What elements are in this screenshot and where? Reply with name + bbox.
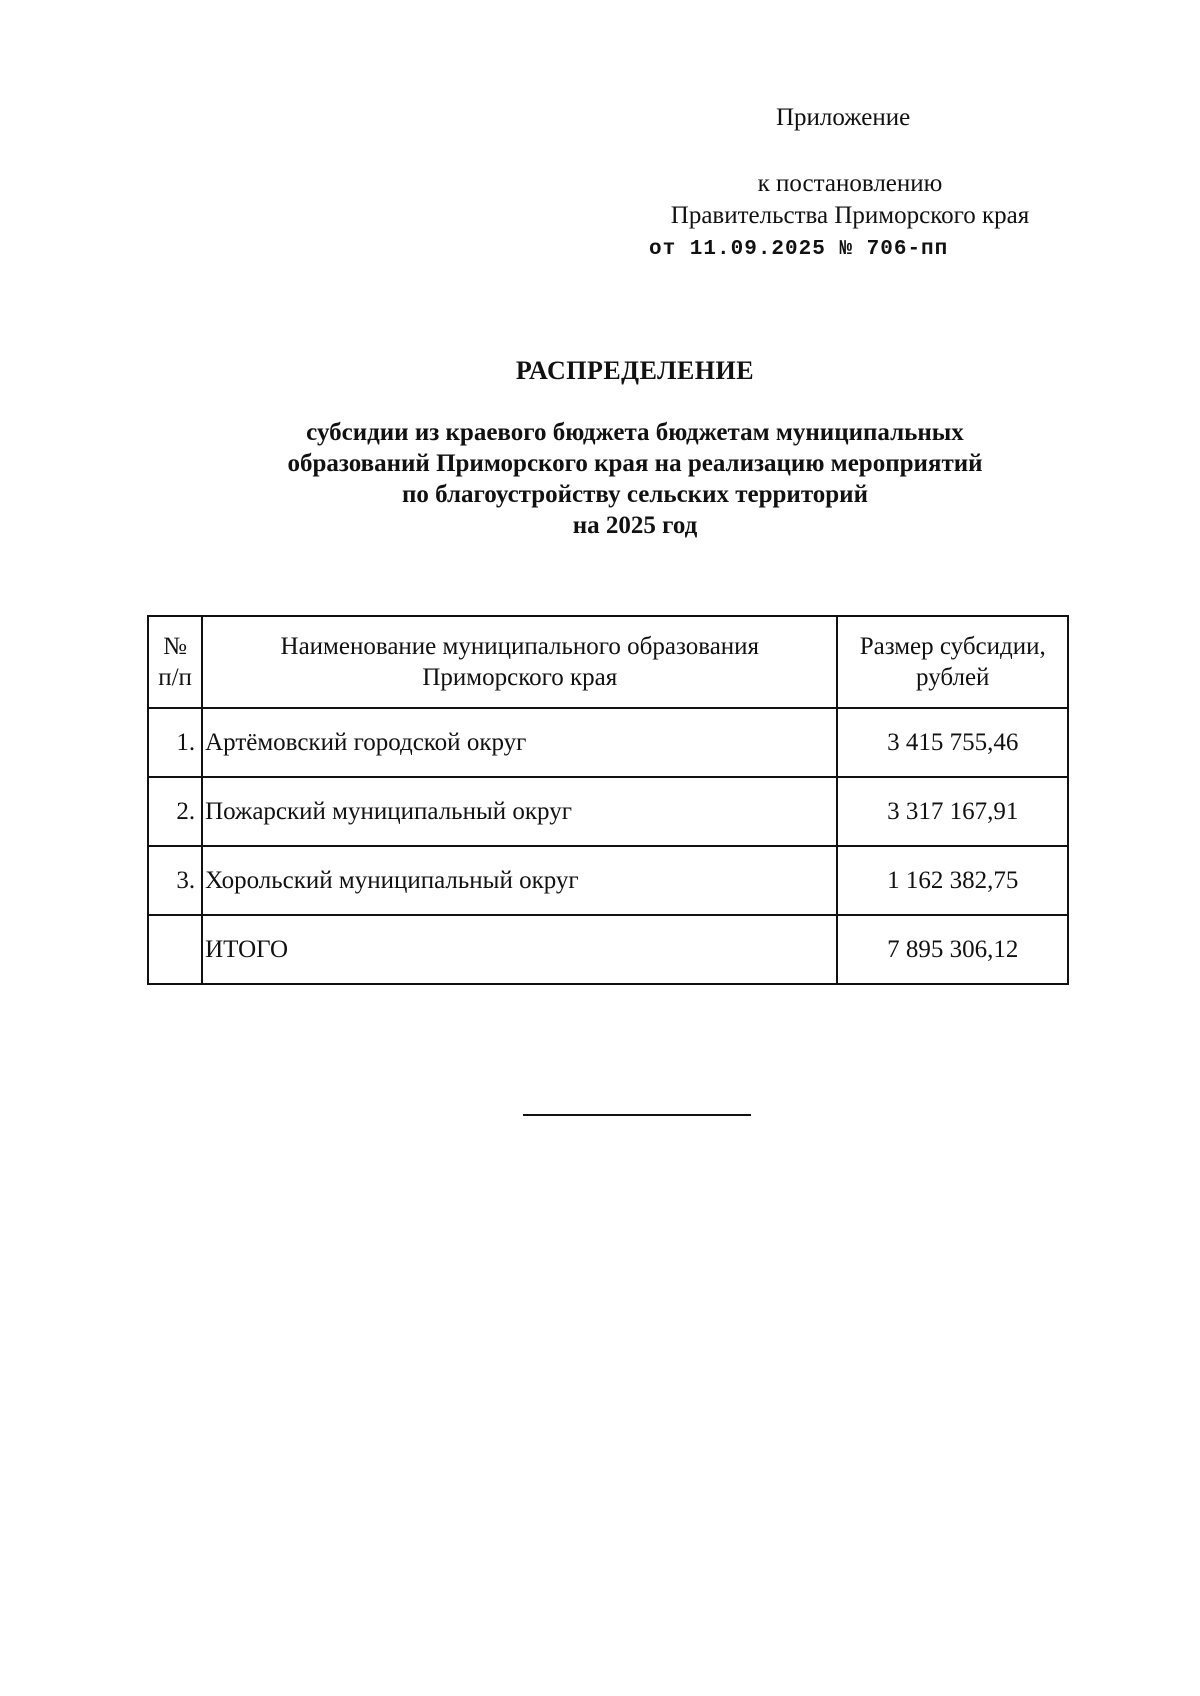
row-number: 1. [148, 708, 202, 777]
total-amount: 7 895 306,12 [837, 915, 1068, 984]
header-subsidy-amount [837, 616, 1068, 708]
total-row-number [148, 915, 202, 984]
resolution-date-number: от 11.09.2025 № 706-пп [649, 238, 949, 261]
subsidy-amount: 3 317 167,91 [837, 777, 1068, 846]
resolution-line: к постановлению [757, 170, 943, 197]
table-row [148, 846, 1068, 915]
header-amount-line2: рублей [916, 664, 990, 691]
subtitle-line: по благоустройству сельских территорий [402, 481, 868, 508]
resolution-reference [645, 168, 1055, 232]
header-amount-line1: Размер субсидии, [859, 633, 1046, 660]
subtitle-line: на 2025 год [572, 512, 698, 539]
row-number: 2. [148, 777, 202, 846]
header-municipality-name [202, 616, 837, 708]
document-title: РАСПРЕДЕЛЕНИЕ [515, 356, 755, 385]
document-subtitle [200, 417, 1070, 541]
header-name-line2: Приморского края [422, 664, 618, 691]
row-number: 3. [148, 846, 202, 915]
municipality-name: Хорольский муниципальный округ [202, 846, 837, 915]
table-row [148, 777, 1068, 846]
header-number [148, 616, 202, 708]
subtitle-line: субсидии из краевого бюджета бюджетам муниципальных [306, 419, 964, 446]
subsidy-distribution-table [147, 615, 1069, 985]
municipality-name: Артёмовский городской округ [202, 708, 837, 777]
table-row [148, 708, 1068, 777]
subtitle-line: образований Приморского края на реализацию мероприятий [287, 450, 983, 477]
header-name-line1: Наименование муниципального образования [280, 633, 760, 660]
header-number-line1: № [163, 633, 187, 660]
subsidy-amount: 3 415 755,46 [837, 708, 1068, 777]
header-number-line2: п/п [158, 664, 192, 691]
table-total-row [148, 915, 1068, 984]
subsidy-amount: 1 162 382,75 [837, 846, 1068, 915]
municipality-name: Пожарский муниципальный округ [202, 777, 837, 846]
resolution-line: Правительства Приморского края [670, 202, 1030, 229]
table-header-row [148, 616, 1068, 708]
appendix-label: Приложение [776, 104, 911, 131]
closing-divider [523, 1114, 751, 1116]
total-label: ИТОГО [202, 915, 837, 984]
